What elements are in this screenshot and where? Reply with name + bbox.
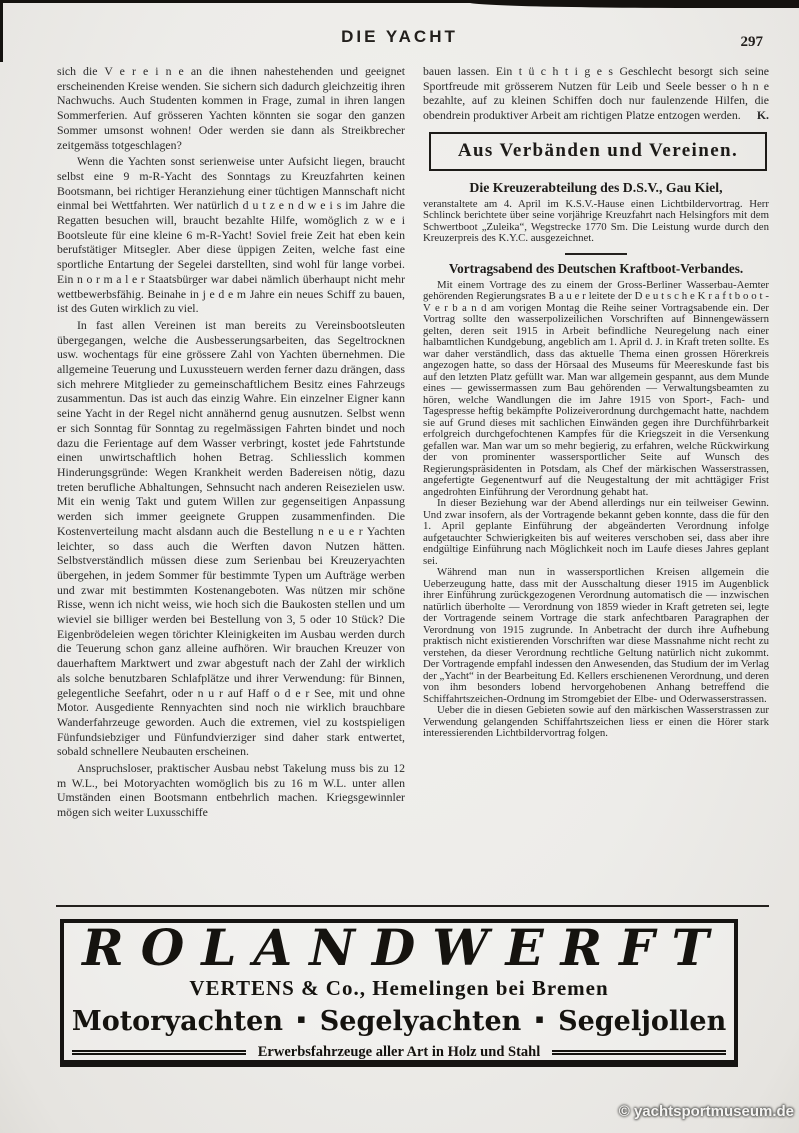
square-bullet-icon: ▪: [296, 1012, 306, 1027]
article2-paragraph-3: Während man nun in wassersportlichen Kreisen allgemein die Ueberzeugung hatte, dass mit der Ausschaltung dieser 1915 im Augenblick ihrer Einführung zurückgezogenen Verordnung automatisch die — inzwischen natürlich überholte — Verordnung von 1859 wieder in Kraft getreten sei, legte der Vortragende seinem Vortrage die stark anfechtbaren Paragraphen der Verordnung von 1915 zugrunde. In Anbetracht der durch ihre Aufhebung praktisch nicht existierenden Vorschriften war diese Massnahme nicht recht zu verstehen, da dieser Verordnung rechtliche Geltung natürlich nicht zukommt. Der Vortragende empfahl indessen den Anwesenden, das Studium der im Verlag der „Yacht“ in der Bearbeitung Ed. Kellers erschienenen Verordnung, und deren von ihm besonders lobend hervorgehobenen Anhang betreffend die Schiffahrtszeichen-Ordnung im Stromgebiet der Elbe- und Oderwasserstrassen.: [423, 566, 769, 705]
article2-paragraph-2: In dieser Beziehung war der Abend allerdings nur ein teilweiser Gewinn. Und zwar insofern, als der Vortragende bekannt geben konnte, dass die für den 1. April geplante Einführung der abgeänderten Verordnung infolge aufgetauchter Schwierigkeiten bis auf weiteres verschoben sei, dass aber ihre endgültige Einführung nach Möglichkeit noch im Laufe dieses Jahres geplant sei.: [423, 497, 769, 567]
horizontal-rule: [56, 905, 769, 907]
double-rule-left: [72, 1050, 246, 1055]
article1-body-block: [423, 199, 769, 245]
article2-paragraph-4: Ueber die in diesen Gebieten sowie auf den märkischen Wasserstrassen zur Verwendung gelangenden Schiffahrtszeichen liess er einen die Hörer stark interessierenden Lichtbildervortrag folgen.: [423, 704, 769, 740]
left-paragraph-4: Anspruchsloser, praktischer Ausbau nebst Takelung muss bis zu 12 m W.L., bei Motoryachten womöglich bis zu 16 m W.L. unter allen Umständen einen Bootsmann entbehrlich machen. Kriegsgewinnler mögen sich weiter Luxusschiffe: [57, 761, 405, 820]
section-divider: [565, 253, 627, 255]
advert-product-1: Motoryachten: [71, 1006, 283, 1037]
magazine-title: DIE YACHT: [341, 27, 458, 46]
left-paragraph-2: Wenn die Yachten sonst serienweise unter Aufsicht liegen, braucht selbst eine 9 m-R-Yacht des Sonntags zu Kreuzfahrten keinen Bootsmann, bei richtiger Heranziehung einer tüchtigen Mannschaft nicht einmal bei Wettfahrten. Wer natürlich d u t z e n d w e i s im Jahre die Regatten besuchen will, braucht bezahlte Hilfe, womöglich z w e i Bootsleute für eine kleine 6 m-R-Yacht! Soviel freie Zeit hat eben kein berufstätiger Mitsegler. Aber diese üppigen Zeiten, welche fast eine sportliche Entartung der Segelei darstellten, sind wohl für lange vorbei. Ein n o r m a l e r Staatsbürger war dabei nämlich überhaupt nicht mehr wettbewerbsfähig. Beinahe in j e d e m Jahre ein neues Schiff zu bauen, ist des Guten wirklich zu viel.: [57, 154, 405, 316]
article2-body-block: [423, 280, 769, 740]
advert-products-line: [72, 1006, 726, 1037]
advert-address-line: VERTENS & Co., Hemelingen bei Bremen: [189, 976, 609, 1000]
watermark: © yachtsportmuseum.de: [618, 1103, 794, 1120]
left-column: [57, 64, 405, 906]
advert-tagline: Erwerbsfahrzeuge aller Art in Holz und Stahl: [257, 1044, 541, 1060]
advert-company-name: ROLANDWERFT: [82, 918, 726, 977]
rolandwerft-advert: [60, 919, 738, 1067]
continuation-text: bauen lassen. Ein t ü c h t i g e s Geschlecht besorgt sich seine Sportfreude mit grösserem Nutzen für Leib und Seele besser o h n e bezahlte, auf zu kleinen Schiffen doch nur faulenzende Hilfen, die obendrein produktiver Arbeit am richtigen Platze entzogen werden.: [423, 64, 769, 123]
right-column: [423, 64, 769, 906]
article2-title: Vortragsabend des Deutschen Kraftboot-Verbandes.: [448, 260, 744, 276]
scan-edge-top-right: [469, 0, 799, 8]
article2-paragraph-1: Mit einem Vortrage des zu einem der Gross-Berliner Wasserbau-Aemter gehörenden Regierungsrates B a u e r leitete der D e u t s c h e K r a f t b o o t - V e r b a n d am vorigen Montag die Reihe seiner Vortragsabende ein. Der Vortrag sollte den wasserpolizeilichen Vorschriften auf Binnengewässern gelten, deren seit 1915 in Arbeit befindliche Neuregelung nach einer halbamtlichen Kundgebung, angeblich am 1. April d. J. in Kraft treten sollte. Es war daher verständlich, dass das aktuelle Thema einen grossen Hörerkreis angezogen hatte, so dass der Hörsaal des Museums für Meereskunde fast bis auf den letzten Platz gefüllt war. Man war allgemein gespannt, aus dem Munde eines — gewissermassen zum Bau gehörenden — Verwaltungsbeamten zu hören, welche Wandlungen die im Jahre 1915 von Sport-, Fach- und Tagespresse heftig bekämpfte Polizeiverordnung durchgemacht hatte, nachdem sie auf Grund dieses mit sachlichen Einwänden gegen ihre Durchführbarkeit erfolgreich durchgefochtenen Kampfes für die Kriegszeit in die Versenkung gefallen war. Man war um so mehr begierig, zu erfahren, welche Rückwirkung der von prominenter wassersportlicher Seite auf Wunsch des Regierungspräsidenten in Potsdam, als Chef der märkischen Wasserstrassen, angefertigte Gegenentwurf auf die Neugestaltung der mit achttägiger Frist angedrohten Einführung der Verordnung gehabt hat.: [423, 278, 769, 498]
advert-product-3: Segeljollen: [558, 1006, 727, 1037]
article1-title: Die Kreuzerabteilung des D.S.V., Gau Kiel,: [469, 179, 723, 195]
square-bullet-icon: ▪: [535, 1012, 545, 1027]
page-number: 297: [740, 34, 763, 50]
advert-product-2: Segelyachten: [319, 1006, 522, 1037]
continuation-paragraph: [423, 64, 769, 123]
left-paragraph-1: sich die V e r e i n e an die ihnen nahestehenden und geeignet erscheinenden Kreise wenden. Sie sichern sich dadurch gleichzeitig ihren Nachwuchs. Auch Studenten kommen in Frage, zumal in ihren langen Sommerferien. Auf grösseren Yachten könnten sie sogar den ganzen Sommer umsonst wohnen! Oder werden sie dann als Streikbrecher zeitgemäss totgeschlagen?: [57, 64, 405, 152]
advert-tagline-row: [72, 1044, 726, 1061]
section-heading-box: Aus Verbänden und Vereinen.: [429, 132, 767, 171]
author-initial: K.: [756, 108, 769, 123]
continuation-block: [423, 64, 769, 123]
left-paragraph-3: In fast allen Vereinen ist man bereits zu Vereinsbootsleuten übergegangen, welche die Ausbesserungsarbeiten, das Segeltrocknen usw. wochentags für eine grössere Zahl von Yachten übernehmen. Die allgemeine Teuerung und Luxussteuern werden ferner dazu drängen, dass sich mehrere Mitglieder zu gemeinschaftlichem Besitz eines Fahrzeugs zusammentun. Das ist auch das einzig Wahre. Ein einzelner Eigner kann seine Yacht in der Regel nicht annähernd genug ausnutzen. Selbst wenn er sich Sonntag für Sonntag zu regelmässigen Fahrten bindet und noch dazu die Ferientage auf dem Wasser verbringt, kostet jede Fahrtstunde einen unwirtschaftlich hohen Betrag. Schliesslich kommen Hinderungsgründe: Wegen Krankheit werden Badereisen nötig, dazu treten berufliche Abhaltungen, Sehnsucht nach anderen Reisezielen usw. Mit ein wenig Takt und gutem Willen zur gegenseitigen Anpassung werden sich immer geeignete Gruppen zusammenfinden. Die Kostenverteilung macht alsdann auch die Bestellung n e u e r Yachten leichter, so dass auch die Werften davon Nutzen hätten. Selbstverständlich müssen diese zum Serienbau bei Kreuzeryachten übergehen, in jedem Sommer für bestimmte Typen um Aufträge werben und zwar mit bestimmten Kostenangeboten. Was nützen mir schöne Risse, wenn ich nicht weiss, wie hoch sich die Baukosten stellen und um wieviel sie billiger werden bei Bestellung von 3, 5 oder 10 Stück? Die Eigenbrödeleien wegen törichter Kleinigkeiten im Ausbau werden durch die Teuerung schon ganz alleine aufhören. Wir brauchen Kreuzer von dauerhaftem Marktwert und zwar abgestuft nach der Zahl der wirklich als solche benutzbaren Schlafplätze und ihrer Verwendung: für Binnen, gelegentliche Seefahrt, oder n u r auf Haff o d e r See, mit und ohne Motor. Ausgediente Rennyachten sind noch nie wirklich brauchbare Wanderfahrzeuge geworden. Auch die extremen, viel zu kostspieligen Fünfundsiebziger und Fünfundvierziger sind daher stark entwertet, sobald schnellere Neubauten erscheinen.: [57, 317, 405, 759]
article1-body: veranstaltete am 4. April im K.S.V.-Hause einen Lichtbildervortrag. Herr Schlinck berichtete über seine vorjährige Kreuzfahrt nach Helsingfors mit dem Schwertboot „Zuleika“, Wegstrecke 1770 Sm. Die Leistung wurde durch den Kreuzerpreis des K.Y.C. ausgezeichnet.: [423, 197, 769, 245]
double-rule-right: [552, 1050, 726, 1055]
